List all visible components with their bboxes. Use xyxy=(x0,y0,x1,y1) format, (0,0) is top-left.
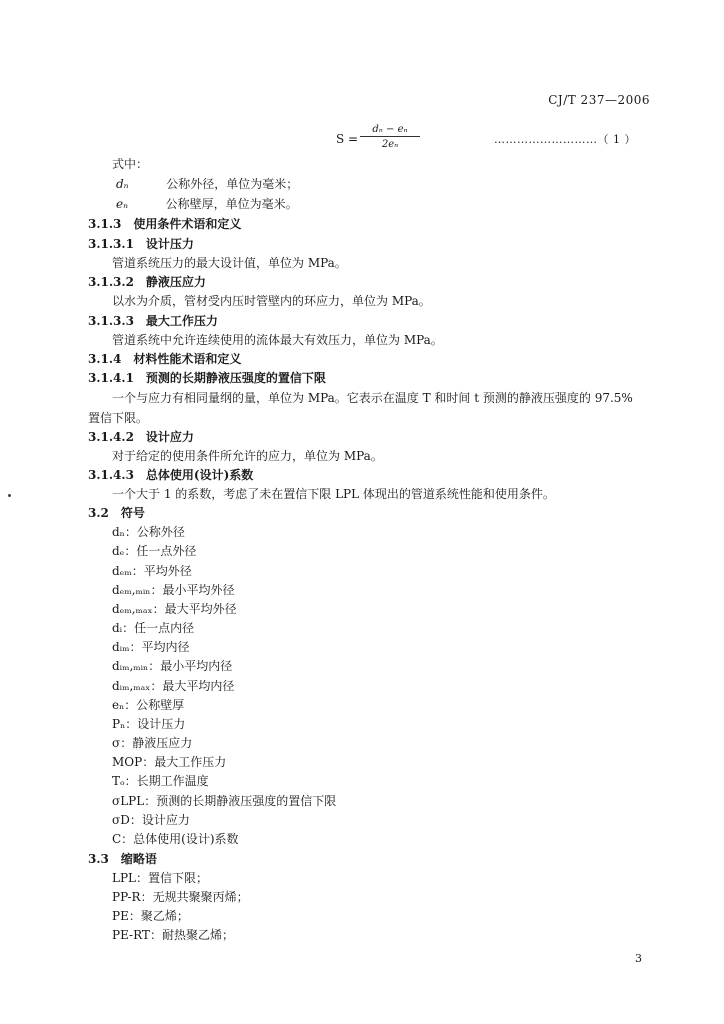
standard-code: CJ/T 237—2006 xyxy=(548,93,650,107)
where-text: 公称外径，单位为毫米； xyxy=(166,177,299,191)
term-heading: 3.1.4.3 总体使用(设计)系数 xyxy=(88,468,254,482)
symbol-item: dₑₘ,ₘₐₓ：最大平均外径 xyxy=(112,602,237,616)
symbol-item: dᵢₘ,ₘᵢₙ：最小平均内径 xyxy=(112,659,233,673)
term-body: 以水为介质，管材受内压时管壁内的环应力，单位为 MPa。 xyxy=(112,294,431,308)
formula-lhs: S = xyxy=(336,132,359,146)
where-item xyxy=(116,196,298,212)
abbreviation-item: PE：聚乙烯； xyxy=(112,909,189,923)
symbol-item: dₑₘ,ₘᵢₙ：最小平均外径 xyxy=(112,583,235,597)
symbol-item: σD：设计应力 xyxy=(112,813,190,827)
symbol-item: C：总体使用(设计)系数 xyxy=(112,832,239,846)
term-heading: 3.1.4.2 设计应力 xyxy=(88,430,194,444)
abbreviation-item: LPL：置信下限； xyxy=(112,871,209,885)
symbol-item: dᵢₘ,ₘₐₓ：最大平均内径 xyxy=(112,679,235,693)
term-body-continued: 置信下限。 xyxy=(88,411,149,425)
symbol-item: MOP：最大工作压力 xyxy=(112,755,227,769)
formula-fraction xyxy=(360,124,420,150)
symbol-item: dᵢ：任一点内径 xyxy=(112,621,195,635)
symbol-item: Pₙ：设计压力 xyxy=(112,717,186,731)
symbol-item: σ：静液压应力 xyxy=(112,736,193,750)
section-heading: 3.3 缩略语 xyxy=(88,852,157,866)
symbol-item: dₑ：任一点外径 xyxy=(112,544,197,558)
symbol-item: dₑₘ：平均外径 xyxy=(112,564,192,578)
term-body: 管道系统中允许连续使用的流体最大有效压力，单位为 MPa。 xyxy=(112,333,443,347)
page-number: 3 xyxy=(635,952,642,965)
symbol-item: Tₒ：长期工作温度 xyxy=(112,774,209,788)
symbol-item: dₙ：公称外径 xyxy=(112,525,185,539)
symbol-item: σLPL：预测的长期静液压强度的置信下限 xyxy=(112,794,337,808)
abbreviation-item: PE-RT：耐热聚乙烯； xyxy=(112,928,234,942)
section-heading: 3.1.3 使用条件术语和定义 xyxy=(88,217,242,231)
section-heading: 3.1.4 材料性能术语和定义 xyxy=(88,352,242,366)
where-symbol: eₙ xyxy=(116,197,128,211)
formula-number: ………………………（ 1 ） xyxy=(494,133,636,146)
term-heading: 3.1.3.1 设计压力 xyxy=(88,237,194,251)
term-body: 对于给定的使用条件所允许的应力，单位为 MPa。 xyxy=(112,449,383,463)
formula-numerator: dₙ − eₙ xyxy=(360,124,420,137)
term-heading: 3.1.3.2 静液压应力 xyxy=(88,275,206,289)
formula-1 xyxy=(336,122,456,162)
where-symbol: dₙ xyxy=(116,177,129,191)
abbreviation-item: PP-R：无规共聚聚丙烯； xyxy=(112,890,249,904)
section-heading: 3.2 符号 xyxy=(88,506,145,520)
term-heading: 3.1.4.1 预测的长期静液压强度的置信下限 xyxy=(88,371,326,385)
term-body: 一个大于 1 的系数，考虑了未在置信下限 LPL 体现出的管道系统性能和使用条件。 xyxy=(112,487,555,501)
term-body: 管道系统压力的最大设计值，单位为 MPa。 xyxy=(112,256,347,270)
symbol-item: eₙ：公称壁厚 xyxy=(112,698,185,712)
where-item xyxy=(116,176,298,192)
scan-mark xyxy=(8,494,11,497)
term-body: 一个与应力有相同量纲的量，单位为 MPa。它表示在温度 T 和时间 t 预测的静液压强度的 97.5% xyxy=(112,391,633,405)
formula-denominator: 2eₙ xyxy=(381,139,399,150)
where-intro: 式中： xyxy=(112,157,149,171)
symbol-item: dᵢₘ：平均内径 xyxy=(112,640,190,654)
term-heading: 3.1.3.3 最大工作压力 xyxy=(88,314,218,328)
where-text: 公称壁厚，单位为毫米。 xyxy=(165,197,298,211)
